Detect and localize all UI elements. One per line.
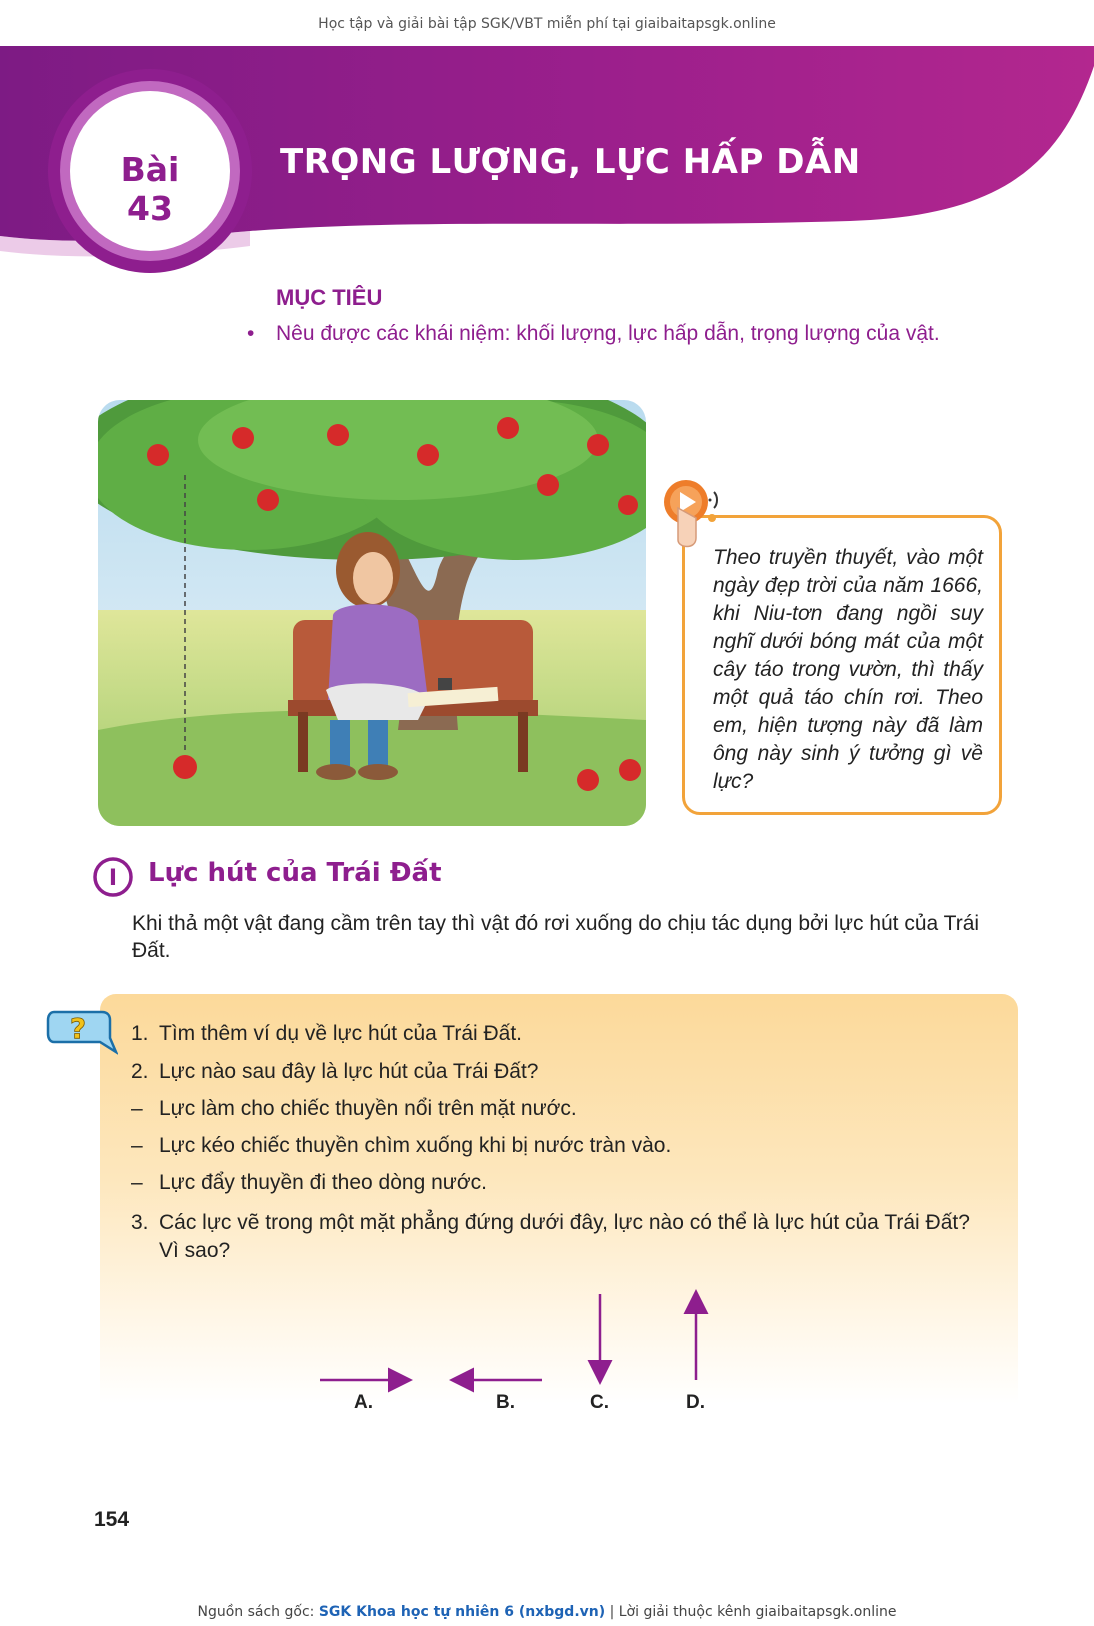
footer-prefix: Nguồn sách gốc: (197, 1604, 319, 1620)
arrow-label-d: D. (686, 1392, 705, 1413)
story-text: Theo truyền thuyết, vào một ngày đẹp trời của năm 1666, khi Niu-tơn đang ngồi suy nghĩ dưới bóng mát của một cây táo trong vườn, thì thấy một quả táo chín rơi. Theo em, hiện tượng này đã làm ông này sinh ý tưởng gì về lực? (713, 546, 983, 793)
objectives-heading: MỤC TIÊU (276, 285, 383, 310)
question-2-option: Lực đẩy thuyền đi theo dòng nước. (159, 1171, 487, 1194)
question-2-option: Lực làm cho chiếc thuyền nổi trên mặt nước. (159, 1097, 577, 1120)
footer-suffix: | Lời giải thuộc kênh giaibaitapsgk.online (605, 1604, 897, 1620)
page-number: 154 (94, 1508, 130, 1531)
lesson-number: Bài 43 (120, 150, 180, 228)
top-note: Học tập và giải bài tập SGK/VBT miễn phí tại giaibaitapsgk.online (318, 16, 776, 32)
option-dash: – (131, 1134, 143, 1157)
question-3-text: Các lực vẽ trong một mặt phẳng đứng dưới đây, lực nào có thể là lực hút của Trái Đất? (159, 1211, 970, 1234)
question-3-number: 3. (131, 1211, 149, 1234)
footer-source-link[interactable]: SGK Khoa học tự nhiên 6 (nxbgd.vn) (318, 1604, 606, 1620)
question-1-number: 1. (131, 1022, 149, 1045)
footer (0, 1604, 1094, 1620)
section-title: Lực hút của Trái Đất (148, 858, 442, 888)
force-arrows-diagram (300, 1280, 740, 1400)
arrow-label-c: C. (590, 1392, 609, 1413)
arrow-label-b: B. (496, 1392, 515, 1413)
section-paragraph: Khi thả một vật đang cầm trên tay thì vật đó rơi xuống do chịu tác dụng bởi lực hút của Trái Đất. (132, 912, 980, 962)
section-numeral: I (108, 866, 118, 891)
objective-item: Nêu được các khái niệm: khối lượng, lực hấp dẫn, trọng lượng của vật. (276, 322, 940, 345)
question-2-text: Lực nào sau đây là lực hút của Trái Đất? (159, 1060, 539, 1083)
objective-bullet: • (247, 322, 255, 345)
option-dash: – (131, 1171, 143, 1194)
question-2-number: 2. (131, 1060, 149, 1083)
question-1-text: Tìm thêm ví dụ về lực hút của Trái Đất. (159, 1022, 523, 1045)
section-numeral-icon (92, 856, 134, 898)
newton-apple-illustration (98, 400, 646, 826)
option-dash: – (131, 1097, 143, 1120)
arrow-label-a: A. (354, 1392, 373, 1413)
question-3-text-cont: Vì sao? (159, 1239, 231, 1262)
svg-text:?: ? (69, 1012, 87, 1045)
lesson-title: TRỌNG LƯỢNG, LỰC HẤP DẪN (280, 142, 861, 182)
question-mark-icon (46, 1008, 118, 1058)
question-2-option: Lực kéo chiếc thuyền chìm xuống khi bị nước tràn vào. (159, 1134, 672, 1157)
